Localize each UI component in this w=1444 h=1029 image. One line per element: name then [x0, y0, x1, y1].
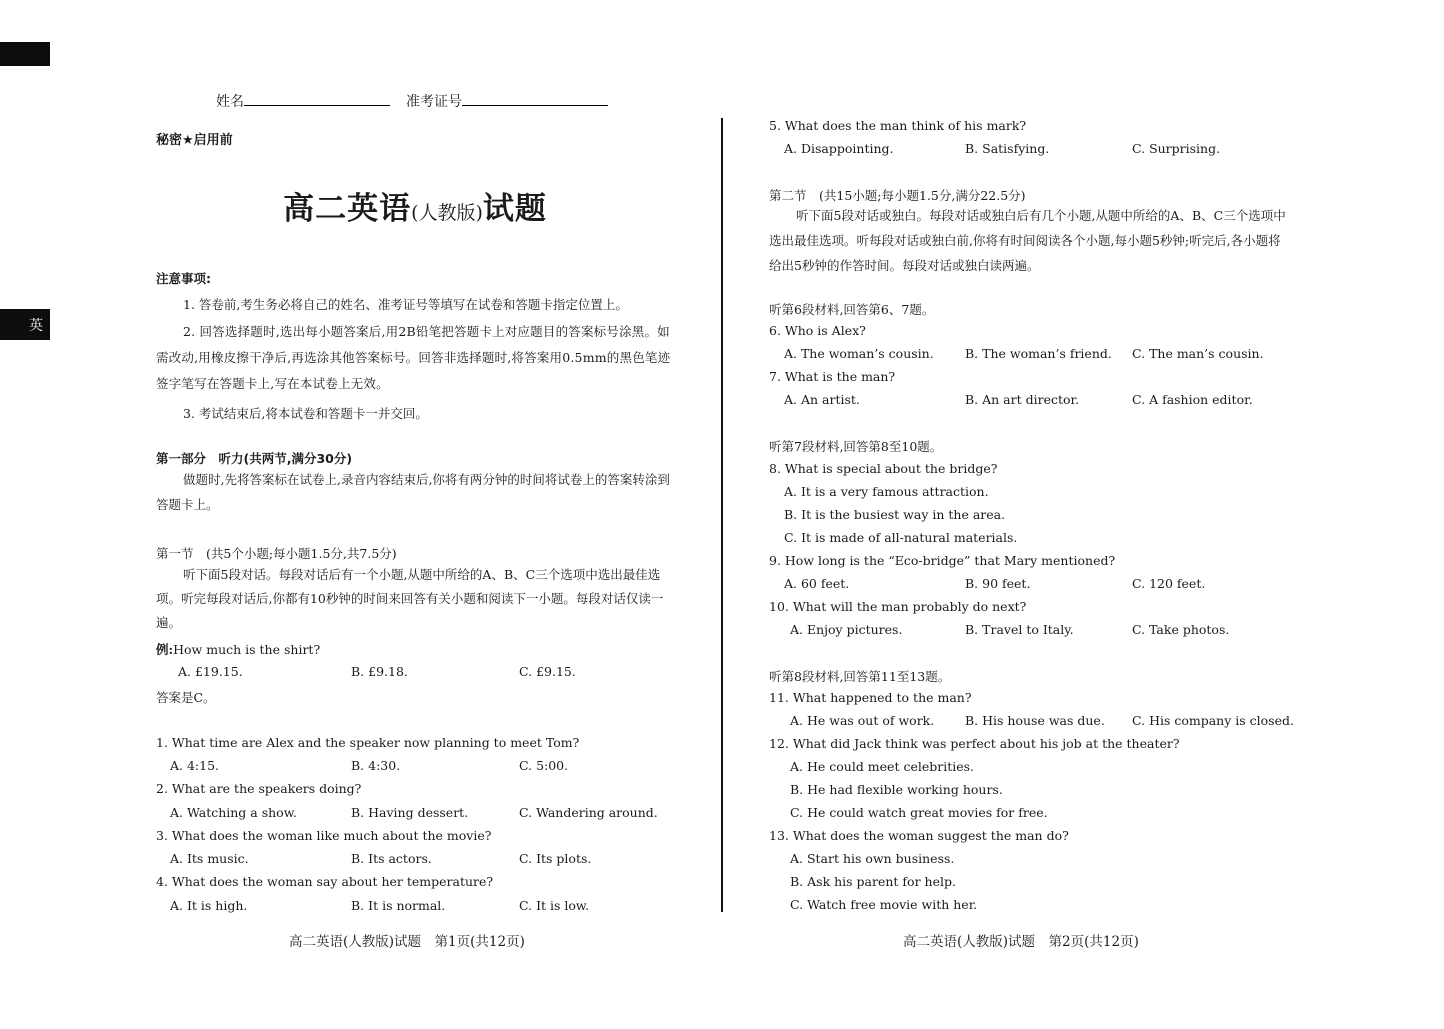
- section2-instructions: 听下面5段对话或独白。每段对话或独白后有几个小题,从题中所给的A、B、C三个选项中选出最佳选项。听每段对话或独白前,你将有时间阅读各个小题,每小题5秒钟;听完后,各小题将给出5秒钟的作答时间。每段对话或独白读两遍。: [769, 208, 1286, 273]
- example-option-c: C. £9.15.: [519, 664, 576, 679]
- example-question: 例:How much is the shirt?: [156, 642, 321, 657]
- option-b: B. 4:30.: [351, 758, 401, 773]
- option-a: A. He was out of work.: [790, 713, 935, 728]
- footer-page-1: 高二英语(人教版)试题 第1页(共12页): [289, 934, 525, 950]
- option-c: C. It is made of all-natural materials.: [784, 530, 1018, 545]
- part1-intro: 做题时,先将答案标在试卷上,录音内容结束后,你将有两分钟的时间将试卷上的答案转涂到答题卡上。: [156, 472, 670, 512]
- name-field: 姓名: [216, 91, 390, 111]
- option-a: A. An artist.: [784, 392, 860, 407]
- option-b: B. Having dessert.: [351, 805, 469, 820]
- option-c: C. Take photos.: [1132, 622, 1230, 637]
- option-c: C. The man’s cousin.: [1132, 346, 1264, 361]
- option-b: B. It is the busiest way in the area.: [784, 507, 1006, 522]
- option-c: C. 5:00.: [519, 758, 569, 773]
- option-c: C. 120 feet.: [1132, 576, 1206, 591]
- option-b: B. Its actors.: [351, 851, 432, 866]
- option-a: A. Enjoy pictures.: [790, 622, 903, 637]
- option-b: B. Travel to Italy.: [965, 622, 1074, 637]
- question-stem: 6. Who is Alex?: [769, 323, 866, 338]
- option-b: B. An art director.: [965, 392, 1080, 407]
- option-b: B. 90 feet.: [965, 576, 1031, 591]
- option-b: B. He had flexible working hours.: [790, 782, 1003, 797]
- option-a: A. It is a very famous attraction.: [784, 484, 989, 499]
- question-stem: 8. What is special about the bridge?: [769, 461, 998, 476]
- question-stem: 7. What is the man?: [769, 369, 896, 384]
- option-b: B. Satisfying.: [965, 141, 1050, 156]
- question-stem: 1. What time are Alex and the speaker now planning to meet Tom?: [156, 735, 580, 750]
- option-c: C. Wandering around.: [519, 805, 658, 820]
- part1-heading: 第一部分 听力(共两节,满分30分): [156, 451, 353, 466]
- option-c: C. Surprising.: [1132, 141, 1221, 156]
- option-c: C. Its plots.: [519, 851, 592, 866]
- section1-heading: 第一节 (共5个小题;每小题1.5分,共7.5分): [156, 546, 397, 561]
- top-black-tab: [0, 42, 50, 66]
- page-title: 高二英语(人教版)试题: [283, 191, 547, 227]
- name-line: [244, 91, 390, 106]
- question-stem: 13. What does the woman suggest the man do?: [769, 828, 1069, 843]
- notice-item-2: 2. 回答选择题时,选出每小题答案后,用2B铅笔把答题卡上对应题目的答案标号涂黑。如需改动,用橡皮擦干净后,再选涂其他答案标号。回答非选择题时,将答案用0.5mm的黑色笔迹签字笔写在答题卡上,写在本试卷上无效。: [156, 324, 671, 391]
- example-answer: 答案是C。: [156, 690, 216, 705]
- secret-mark: 秘密★启用前: [156, 133, 233, 148]
- material-heading: 听第8段材料,回答第11至13题。: [769, 669, 951, 684]
- option-c: C. Watch free movie with her.: [790, 897, 978, 912]
- question-stem: 11. What happened to the man?: [769, 690, 972, 705]
- option-c: C. It is low.: [519, 898, 590, 913]
- option-c: C. He could watch great movies for free.: [790, 805, 1048, 820]
- option-a: A. 4:15.: [170, 758, 220, 773]
- notice-item-1: 1. 答卷前,考生务必将自己的姓名、准考证号等填写在试卷和答题卡指定位置上。: [183, 297, 628, 312]
- option-b: B. The woman’s friend.: [965, 346, 1112, 361]
- section1-instructions: 听下面5段对话。每段对话后有一个小题,从题中所给的A、B、C三个选项中选出最佳选项。听完每段对话后,你都有10秒钟的时间来回答有关小题和阅读下一小题。每段对话仅读一遍。: [156, 567, 664, 630]
- option-a: A. Watching a show.: [170, 805, 297, 820]
- option-a: A. He could meet celebrities.: [790, 759, 975, 774]
- material-heading: 听第7段材料,回答第8至10题。: [769, 439, 943, 454]
- exam-id-line: [462, 91, 608, 106]
- question-stem: 2. What are the speakers doing?: [156, 781, 362, 796]
- question-stem: 9. How long is the “Eco-bridge” that Mary mentioned?: [769, 553, 1116, 568]
- option-a: A. Disappointing.: [784, 141, 894, 156]
- question-stem: 5. What does the man think of his mark?: [769, 118, 1027, 133]
- option-a: A. The woman’s cousin.: [784, 346, 934, 361]
- question-stem: 10. What will the man probably do next?: [769, 599, 1027, 614]
- example-option-b: B. £9.18.: [351, 664, 408, 679]
- option-c: C. His company is closed.: [1132, 713, 1294, 728]
- question-stem: 3. What does the woman like much about the movie?: [156, 828, 492, 843]
- option-a: A. Start his own business.: [790, 851, 955, 866]
- option-a: A. 60 feet.: [784, 576, 850, 591]
- option-b: B. Ask his parent for help.: [790, 874, 956, 889]
- notice-heading: 注意事项:: [156, 271, 211, 286]
- notice-item-3: 3. 考试结束后,将本试卷和答题卡一并交回。: [183, 406, 428, 421]
- question-stem: 12. What did Jack think was perfect about his job at the theater?: [769, 736, 1180, 751]
- option-a: A. Its music.: [170, 851, 249, 866]
- option-c: C. A fashion editor.: [1132, 392, 1253, 407]
- option-a: A. It is high.: [170, 898, 248, 913]
- option-b: B. It is normal.: [351, 898, 446, 913]
- example-option-a: A. £19.15.: [178, 664, 243, 679]
- option-b: B. His house was due.: [965, 713, 1105, 728]
- footer-page-2: 高二英语(人教版)试题 第2页(共12页): [903, 934, 1139, 950]
- section2-heading: 第二节 (共15小题;每小题1.5分,满分22.5分): [769, 188, 1026, 203]
- exam-id-field: 准考证号: [406, 91, 608, 111]
- material-heading: 听第6段材料,回答第6、7题。: [769, 302, 935, 317]
- question-stem: 4. What does the woman say about her temperature?: [156, 874, 494, 889]
- column-divider: [721, 118, 723, 912]
- subject-tab: 英: [0, 309, 50, 340]
